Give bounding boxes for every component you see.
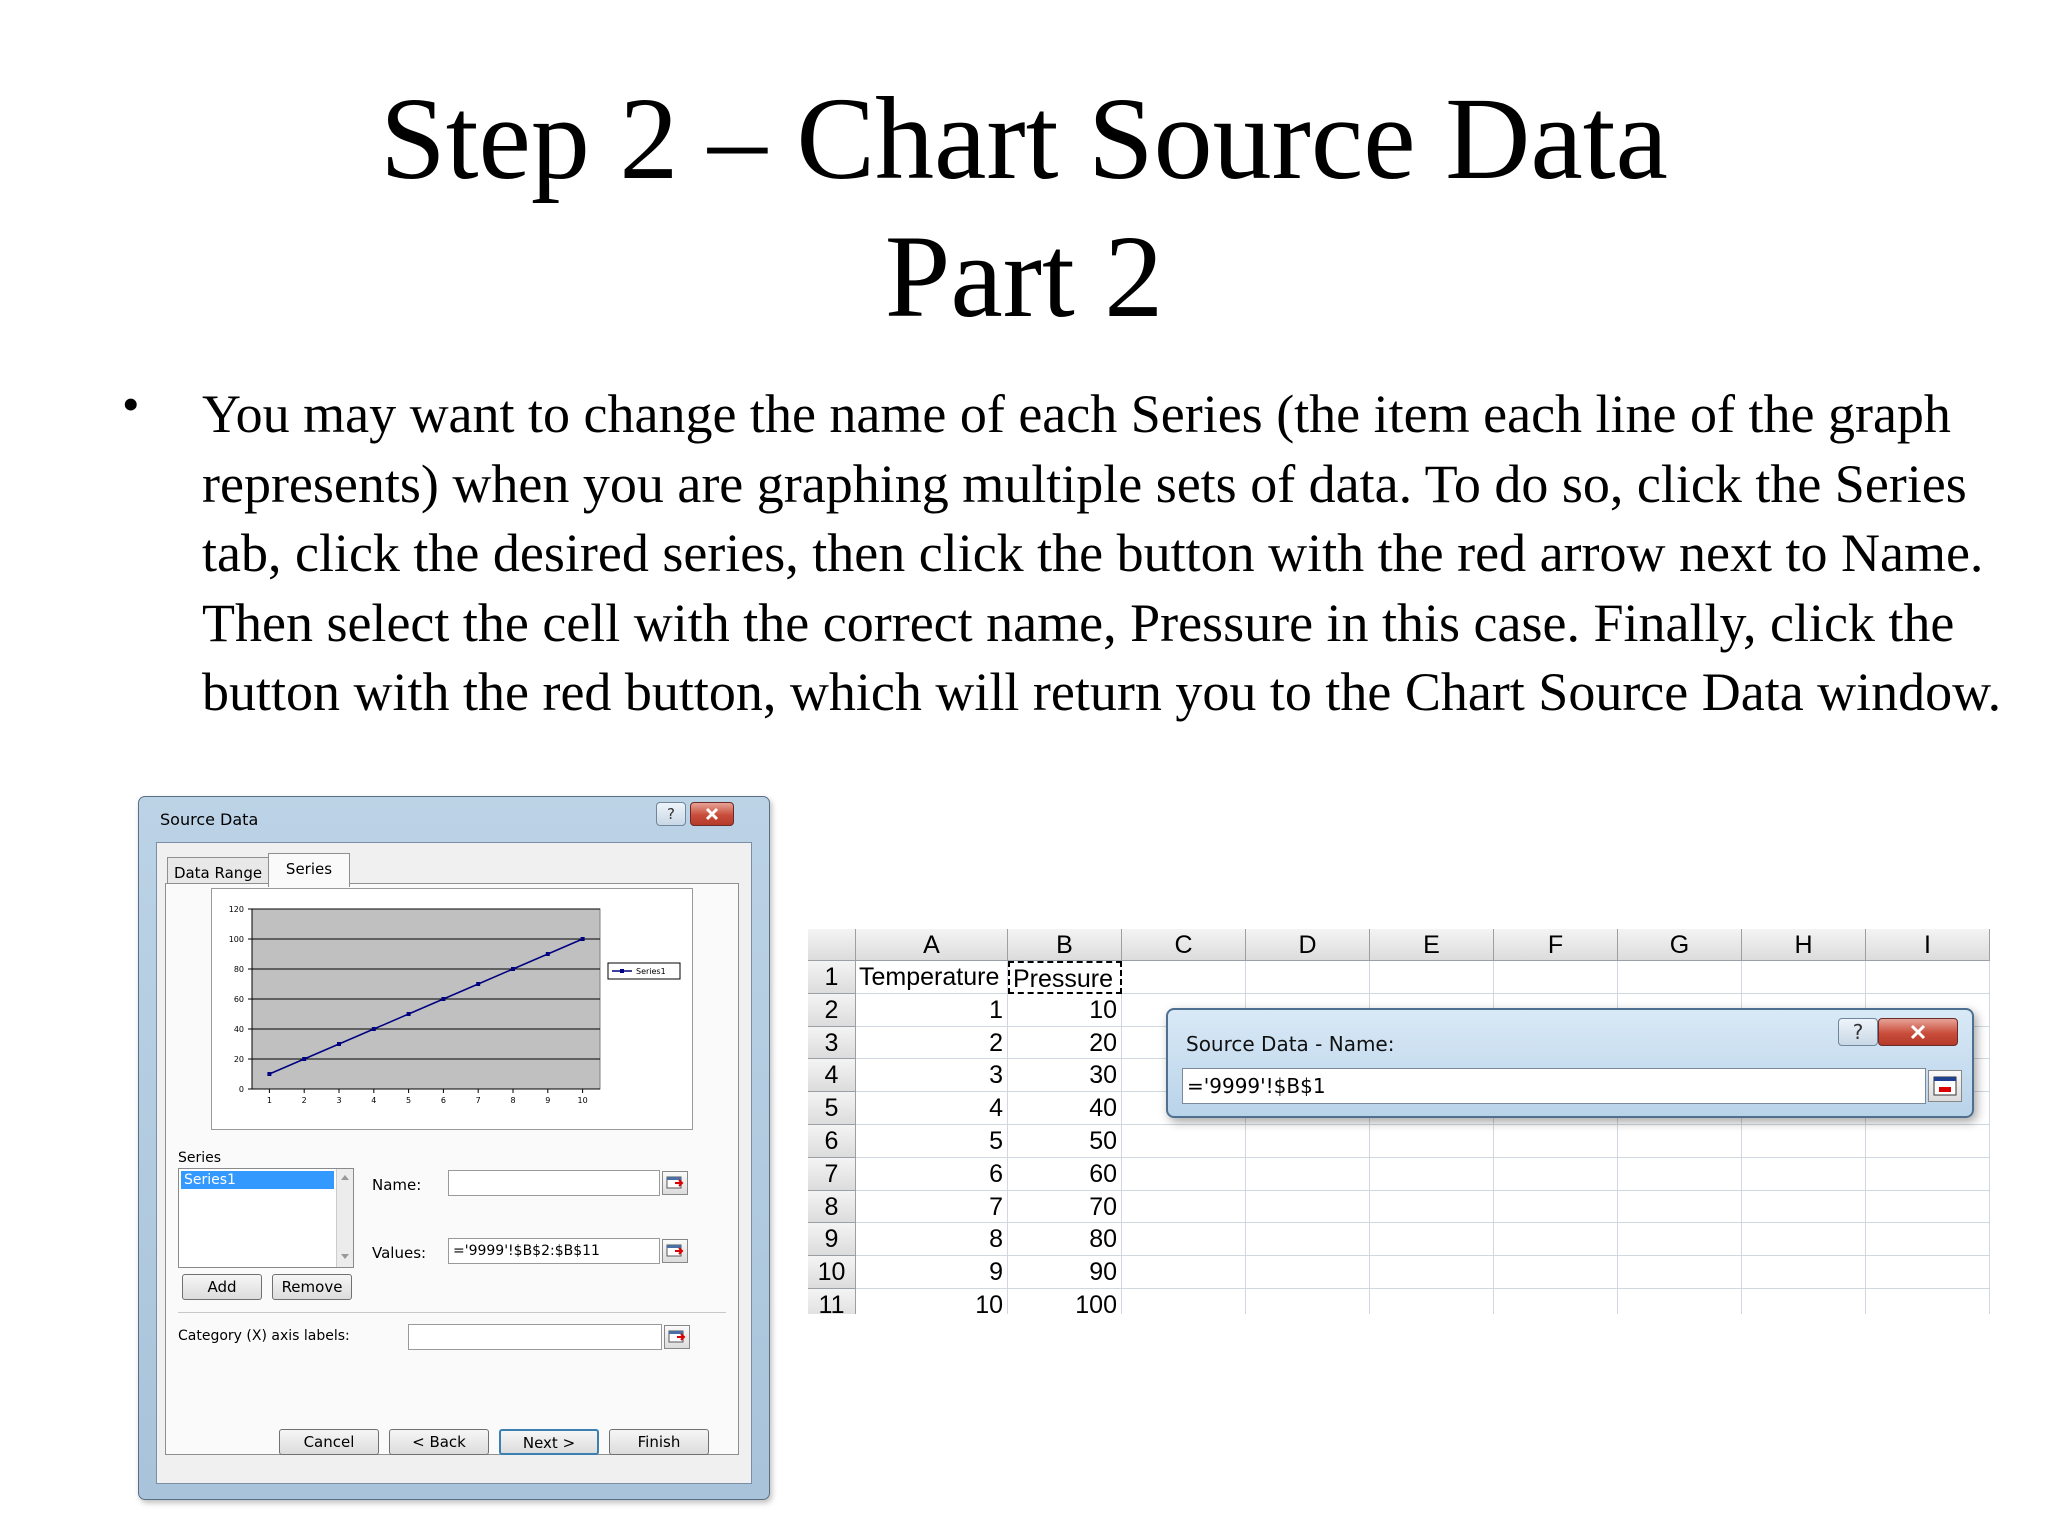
x-tick-label: 8 [510, 1096, 516, 1105]
name-input[interactable] [448, 1170, 660, 1196]
sheet-cell[interactable] [1246, 1158, 1370, 1191]
name-collapse-button[interactable] [662, 1171, 688, 1195]
sheet-cell[interactable] [1122, 1289, 1246, 1314]
column-header[interactable]: B [1008, 929, 1122, 961]
next-button[interactable]: Next > [499, 1429, 599, 1455]
row-header[interactable]: 9 [808, 1223, 856, 1256]
sheet-cell[interactable] [1494, 1125, 1618, 1158]
spreadsheet [808, 929, 1996, 1314]
column-header[interactable]: H [1742, 929, 1866, 961]
sheet-cell[interactable]: 100 [1008, 1289, 1122, 1314]
x-tick-label: 5 [406, 1096, 412, 1105]
sheet-cell[interactable] [1122, 961, 1246, 994]
select-all-corner[interactable] [808, 929, 856, 961]
y-tick-label: 40 [233, 1025, 244, 1034]
column-header[interactable]: C [1122, 929, 1246, 961]
row-header[interactable]: 8 [808, 1191, 856, 1224]
slide-title-line1: Step 2 – Chart Source Data [380, 73, 1668, 204]
collapse-dialog-icon [663, 1172, 687, 1194]
finish-button[interactable]: Finish [609, 1429, 709, 1455]
row-header[interactable]: 7 [808, 1158, 856, 1191]
tab-series[interactable]: Series [268, 853, 350, 887]
sheet-cell[interactable]: 50 [1008, 1125, 1122, 1158]
sheet-cell[interactable] [1618, 1125, 1742, 1158]
column-header[interactable]: D [1246, 929, 1370, 961]
legend-marker [620, 969, 624, 973]
collapse-dialog-icon [663, 1240, 687, 1262]
series-list-item[interactable]: Series1 [181, 1171, 334, 1189]
x-tick-label: 6 [440, 1096, 446, 1105]
x-tick-label: 3 [336, 1096, 342, 1105]
data-point [581, 937, 585, 941]
close-icon [691, 803, 733, 825]
chart-preview [211, 888, 693, 1130]
values-label: Values: [372, 1244, 427, 1262]
sheet-cell[interactable] [1742, 1191, 1866, 1224]
separator [178, 1312, 726, 1313]
row-header[interactable]: 5 [808, 1092, 856, 1125]
values-input[interactable]: ='9999'!$B$2:$B$11 [448, 1238, 660, 1264]
sheet-cell[interactable] [1866, 961, 1990, 994]
add-button[interactable]: Add [182, 1274, 262, 1300]
sheet-cell[interactable]: 1 [856, 994, 1008, 1027]
close-button[interactable] [690, 802, 734, 826]
sheet-cell[interactable] [1742, 1223, 1866, 1256]
sheet-cell[interactable]: Pressure [1008, 961, 1122, 994]
x-tick-label: 4 [371, 1096, 377, 1105]
series-listbox[interactable] [178, 1168, 354, 1268]
series-group-label: Series [178, 1150, 222, 1166]
sheet-cell[interactable] [1246, 1191, 1370, 1224]
name-dialog-help-button[interactable]: ? [1838, 1018, 1878, 1046]
data-point [267, 1072, 271, 1076]
sheet-cell[interactable] [1246, 1125, 1370, 1158]
column-header[interactable]: G [1618, 929, 1742, 961]
tab-data-range[interactable]: Data Range [167, 857, 269, 887]
column-header[interactable]: E [1370, 929, 1494, 961]
sheet-cell[interactable]: 9 [856, 1256, 1008, 1289]
sheet-cell[interactable] [1618, 1289, 1742, 1314]
data-point [302, 1057, 306, 1061]
sheet-cell[interactable]: Temperature [856, 961, 1008, 994]
x-tick-label: 10 [577, 1096, 588, 1105]
sheet-cell[interactable]: 8 [856, 1223, 1008, 1256]
sheet-cell[interactable] [1618, 1158, 1742, 1191]
sheet-cell[interactable] [1494, 1256, 1618, 1289]
cancel-button[interactable]: Cancel [279, 1429, 379, 1455]
bullet-text: You may want to change the name of each Series (the item each line of the graph represents) when you are graphing multiple sets of data. To do so, click the Series tab, click the desired series, then click the button with the red arrow next to Name. Then select the cell with the correct name, Pressure in this case. Finally, click the button with the red button, which will return you to the Chart Source Data window. [202, 384, 2002, 722]
back-button[interactable]: < Back [389, 1429, 489, 1455]
data-point [546, 952, 550, 956]
name-dialog-title: Source Data - Name: [1186, 1032, 1395, 1056]
values-collapse-button[interactable] [662, 1239, 688, 1263]
column-header[interactable]: F [1494, 929, 1618, 961]
sheet-cell[interactable]: 70 [1008, 1191, 1122, 1224]
sheet-cell[interactable] [1370, 1158, 1494, 1191]
bullet-marker: • [122, 376, 140, 432]
sheet-cell[interactable] [1866, 1191, 1990, 1224]
sheet-cell[interactable] [1494, 1191, 1618, 1224]
source-data-name-dialog [1166, 1008, 1974, 1118]
sheet-cell[interactable]: 10 [1008, 994, 1122, 1027]
sheet-cell[interactable] [1370, 961, 1494, 994]
source-data-dialog [138, 796, 770, 1500]
sheet-cell[interactable]: 5 [856, 1125, 1008, 1158]
sheet-cell[interactable] [1742, 961, 1866, 994]
sheet-cell[interactable]: 80 [1008, 1223, 1122, 1256]
sheet-cell[interactable] [1246, 961, 1370, 994]
y-tick-label: 120 [228, 905, 244, 914]
x-tick-label: 2 [301, 1096, 307, 1105]
sheet-cell[interactable] [1122, 1191, 1246, 1224]
sheet-cell[interactable] [1618, 1256, 1742, 1289]
category-label: Category (X) axis labels: [178, 1328, 350, 1344]
column-header[interactable]: I [1866, 929, 1990, 961]
x-tick-label: 9 [545, 1096, 551, 1105]
remove-button[interactable]: Remove [272, 1274, 352, 1300]
legend-label: Series1 [636, 967, 666, 976]
sheet-cell[interactable] [1370, 1191, 1494, 1224]
sheet-cell[interactable] [1122, 1256, 1246, 1289]
listbox-scrollbar[interactable] [336, 1169, 353, 1267]
sheet-cell[interactable] [1742, 1256, 1866, 1289]
sheet-cell[interactable]: 2 [856, 1027, 1008, 1060]
sheet-cell[interactable] [1246, 1256, 1370, 1289]
sheet-cell[interactable] [1866, 1223, 1990, 1256]
sheet-cell[interactable]: 40 [1008, 1092, 1122, 1125]
sheet-cell[interactable] [1742, 1289, 1866, 1314]
x-tick-label: 7 [475, 1096, 481, 1105]
sheet-cell[interactable] [1866, 1256, 1990, 1289]
row-header[interactable]: 2 [808, 994, 856, 1027]
help-button[interactable]: ? [656, 802, 686, 826]
sheet-cell[interactable]: 60 [1008, 1158, 1122, 1191]
sheet-cell[interactable]: 7 [856, 1191, 1008, 1224]
sheet-cell[interactable]: 90 [1008, 1256, 1122, 1289]
sheet-cell[interactable] [1370, 1256, 1494, 1289]
sheet-cell[interactable] [1494, 961, 1618, 994]
sheet-cell[interactable]: 3 [856, 1059, 1008, 1092]
y-tick-label: 0 [238, 1085, 244, 1094]
slide-title [0, 70, 2048, 346]
sheet-cell[interactable]: 10 [856, 1289, 1008, 1314]
data-point [337, 1042, 341, 1046]
sheet-cell[interactable] [1866, 1289, 1990, 1314]
collapse-dialog-icon [665, 1326, 689, 1348]
sheet-cell[interactable] [1494, 1158, 1618, 1191]
scroll-up-icon[interactable] [341, 1175, 349, 1180]
sheet-cell[interactable] [1866, 1158, 1990, 1191]
sheet-cell[interactable] [1122, 1125, 1246, 1158]
sheet-cell[interactable]: 30 [1008, 1059, 1122, 1092]
sheet-cell[interactable] [1494, 1289, 1618, 1314]
category-input[interactable] [408, 1324, 662, 1350]
row-header[interactable]: 1 [808, 961, 856, 994]
column-header[interactable]: A [856, 929, 1008, 961]
data-point [441, 997, 445, 1001]
sheet-cell[interactable] [1246, 1223, 1370, 1256]
sheet-cell[interactable] [1246, 1289, 1370, 1314]
sheet-cell[interactable] [1618, 1223, 1742, 1256]
row-header[interactable]: 4 [808, 1059, 856, 1092]
sheet-cell[interactable]: 6 [856, 1158, 1008, 1191]
sheet-cell[interactable] [1370, 1223, 1494, 1256]
sheet-cell[interactable] [1370, 1289, 1494, 1314]
series-tab-panel [165, 883, 739, 1455]
scroll-down-icon[interactable] [341, 1254, 349, 1259]
sheet-cell[interactable] [1122, 1158, 1246, 1191]
sheet-cell[interactable] [1742, 1125, 1866, 1158]
sheet-cell[interactable] [1618, 1191, 1742, 1224]
sheet-cell[interactable] [1866, 1125, 1990, 1158]
y-tick-label: 80 [233, 965, 244, 974]
row-header[interactable]: 10 [808, 1256, 856, 1289]
expand-dialog-icon [1929, 1071, 1961, 1101]
data-point [372, 1027, 376, 1031]
row-header[interactable]: 3 [808, 1027, 856, 1060]
sheet-cell[interactable] [1618, 961, 1742, 994]
data-point [407, 1012, 411, 1016]
data-point [511, 967, 515, 971]
y-tick-label: 100 [228, 935, 244, 944]
y-tick-label: 20 [233, 1055, 244, 1064]
category-collapse-button[interactable] [664, 1325, 690, 1349]
sheet-cell[interactable]: 20 [1008, 1027, 1122, 1060]
name-dialog-close-button[interactable] [1878, 1018, 1958, 1046]
sheet-cell[interactable]: 4 [856, 1092, 1008, 1125]
sheet-cell[interactable] [1494, 1223, 1618, 1256]
dialog-title: Source Data [160, 810, 259, 829]
name-label: Name: [372, 1176, 422, 1194]
close-icon [1879, 1019, 1957, 1045]
x-tick-label: 1 [266, 1096, 272, 1105]
sheet-cell[interactable] [1742, 1158, 1866, 1191]
sheet-cell[interactable] [1370, 1125, 1494, 1158]
slide-title-line2: Part 2 [884, 211, 1164, 342]
expand-dialog-button[interactable] [1928, 1070, 1962, 1102]
y-tick-label: 60 [233, 995, 244, 1004]
data-point [476, 982, 480, 986]
dialog-body [156, 842, 752, 1484]
sheet-cell[interactable] [1122, 1223, 1246, 1256]
name-dialog-input[interactable]: ='9999'!$B$1 [1182, 1068, 1926, 1104]
row-header[interactable]: 11 [808, 1289, 856, 1314]
row-header[interactable]: 6 [808, 1125, 856, 1158]
